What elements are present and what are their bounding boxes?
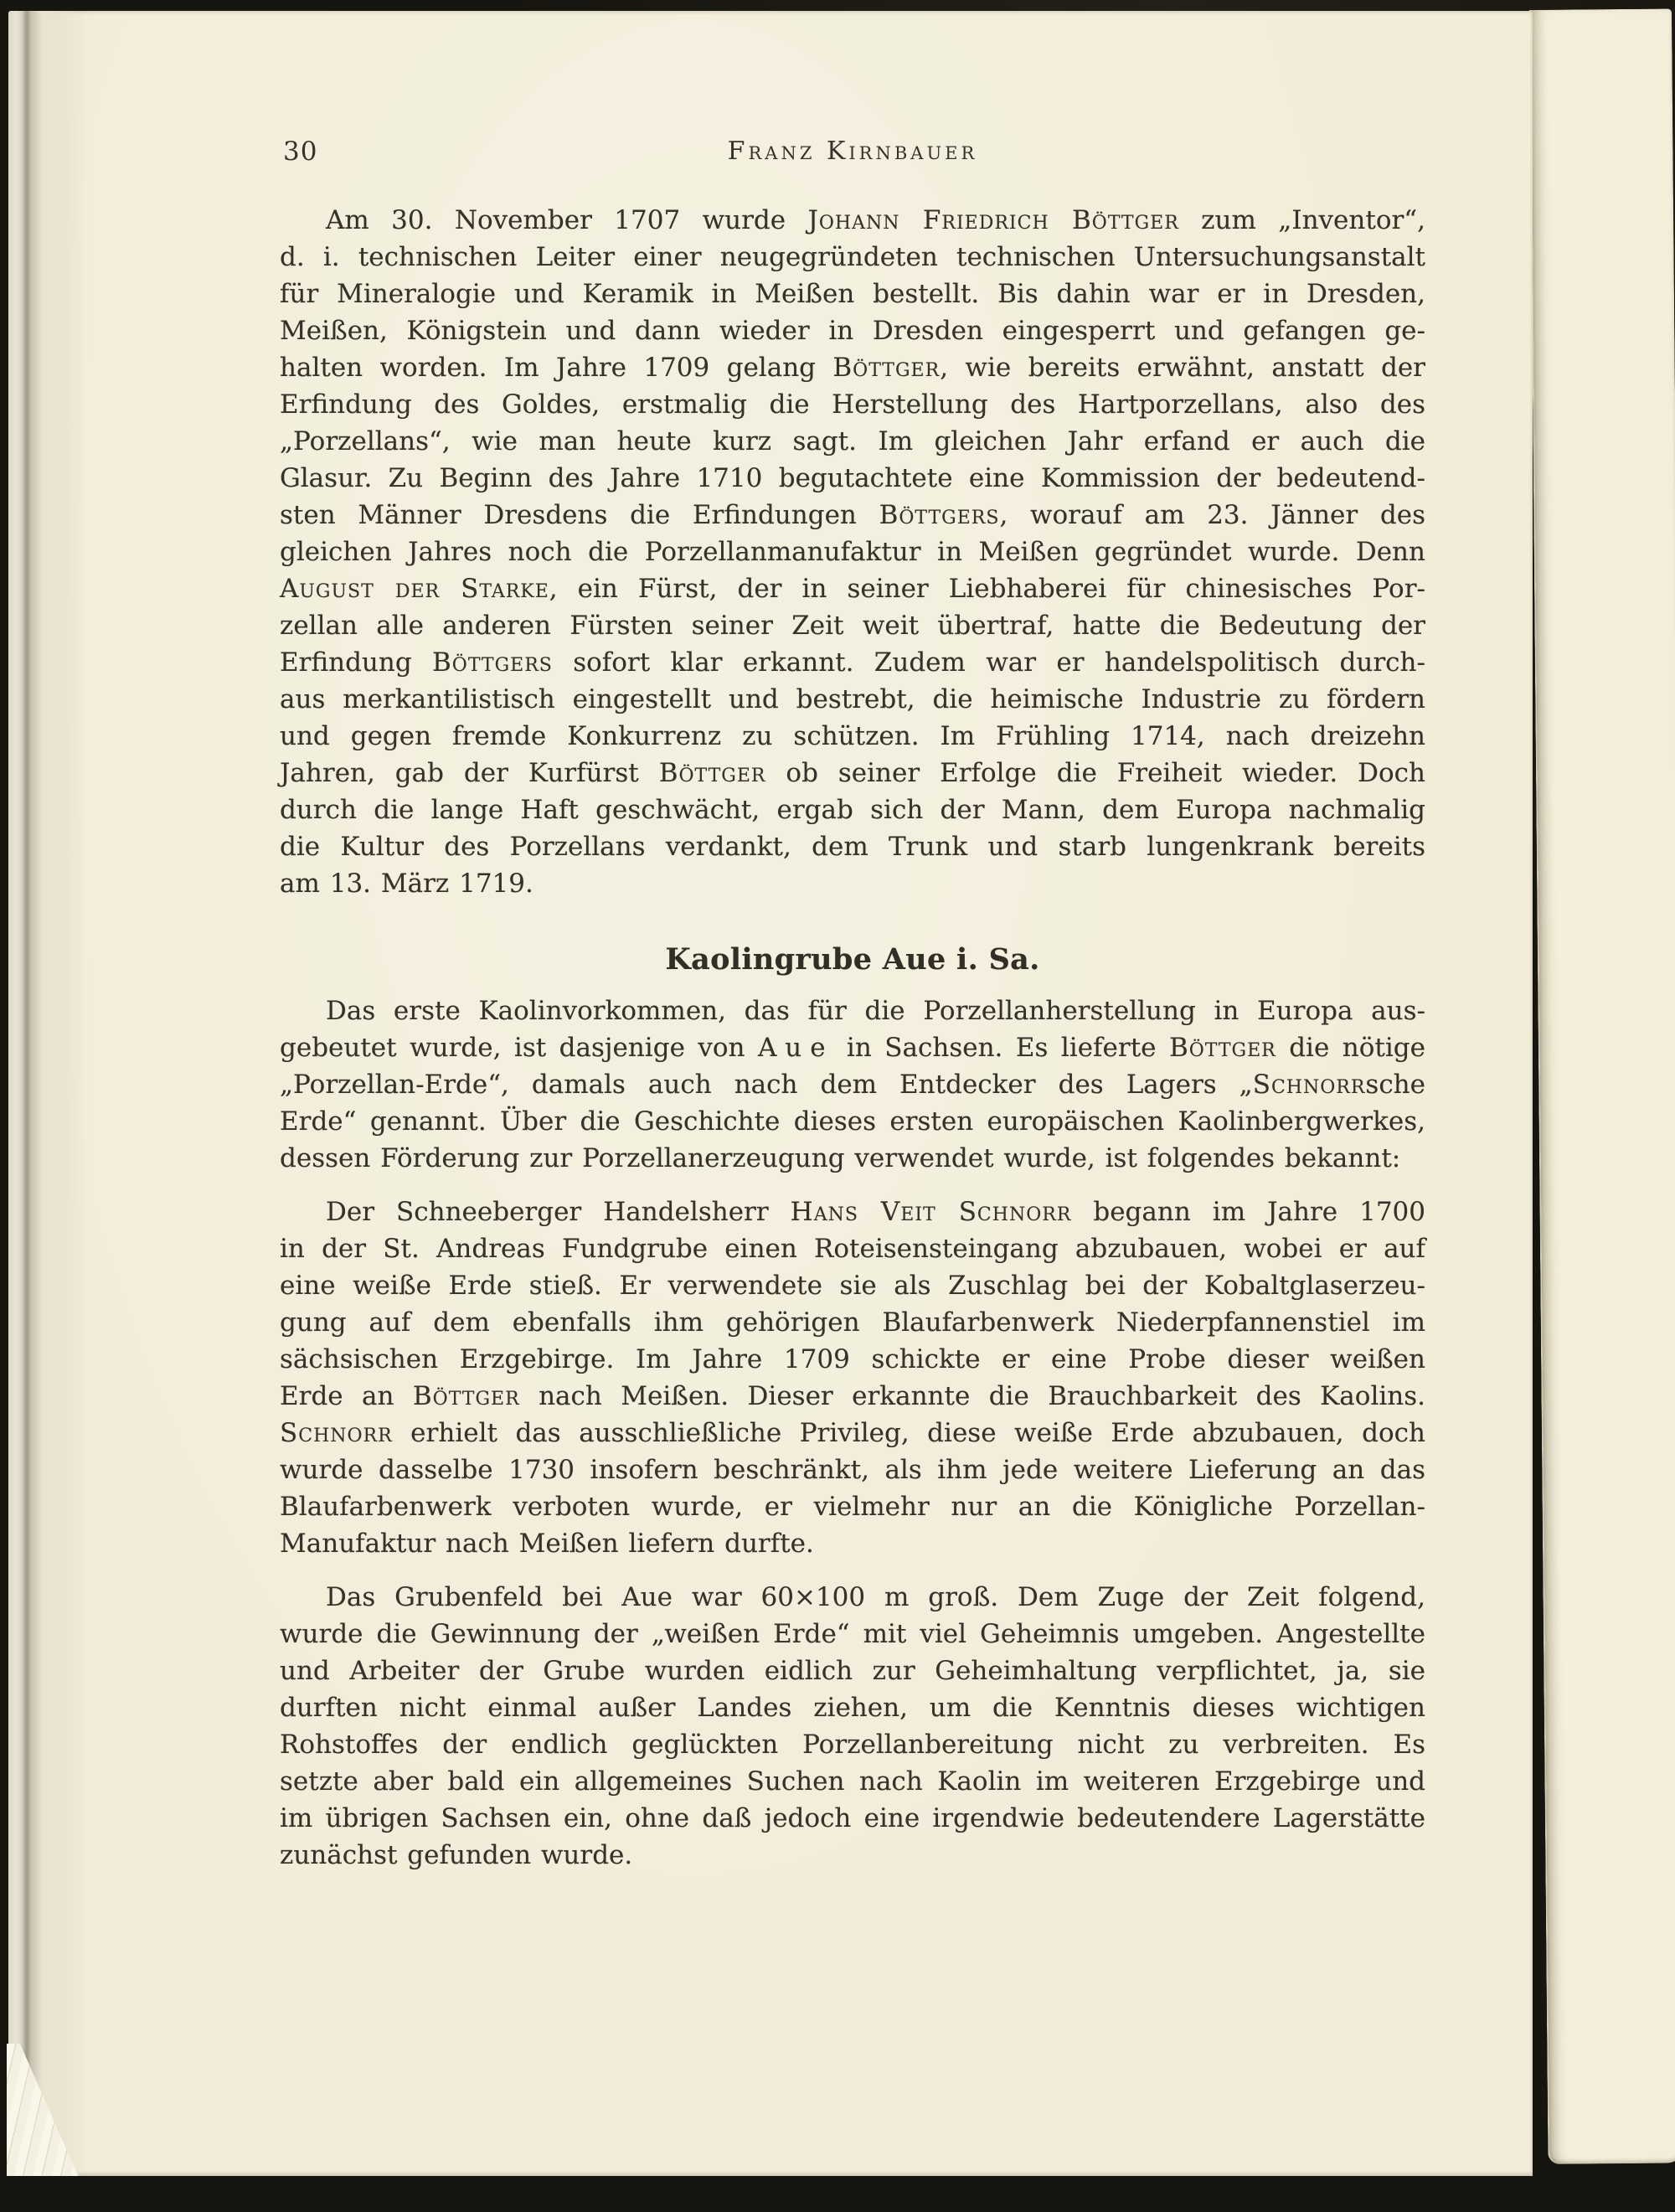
text-line: die Kultur des Porzellans verdankt, dem Trunk und starb lungenkrank bereits [280,832,1425,862]
small-caps-name: Schnorr [1252,1070,1366,1100]
text-line: zunächst gefunden wurde. [280,1840,633,1870]
running-header: Franz Kirnbauer [727,137,978,166]
text-line: d. i. technischen Leiter einer neugegründeten technischen Untersuchungsanstalt [280,242,1425,272]
paragraph [280,1194,1425,1562]
paragraph [280,1579,1425,1874]
next-page-edge [1529,9,1675,2164]
text-line: Der Schneeberger Handelsherr Hans Veit Schnorr begann im Jahre 1700 [326,1197,1426,1227]
section-heading: Kaolingrube Aue i. Sa. [665,942,1040,977]
page-header [280,135,1425,168]
paragraph [280,993,1425,1177]
text-line: halten worden. Im Jahre 1709 gelang Böttger, wie bereits erwähnt, anstatt der [280,353,1426,383]
text-line: und gegen fremde Konkurrenz zu schützen. Im Frühling 1714, nach dreizehn [280,721,1425,751]
small-caps-name: Böttger [412,1381,520,1411]
text-line: Erde“ genannt. Über die Geschichte dieses ersten europäischen Kaolinbergwerkes, [280,1106,1425,1137]
text-line: Erfindung des Goldes, erstmalig die Herstellung des Hartporzellans, also des [280,389,1425,420]
text-line: eine weiße Erde stieß. Er verwendete sie als Zuschlag bei der Kobaltglaserzeu- [280,1271,1425,1301]
text-line: gung auf dem ebenfalls ihm gehörigen Blaufarbenwerk Niederpfannenstiel im [280,1307,1425,1338]
text-line: setzte aber bald ein allgemeines Suchen nach Kaolin im weiteren Erzgebirge und [280,1766,1425,1797]
text-line: im übrigen Sachsen ein, ohne daß jedoch eine irgendwie bedeutendere Lagerstätte [280,1803,1425,1833]
text-line: Schnorr erhielt das ausschließliche Privileg, diese weiße Erde abzubauen, doch [280,1418,1425,1448]
text-line: Meißen, Königstein und dann wieder in Dresden eingesperrt und gefangen ge- [280,316,1425,346]
text-line: in der St. Andreas Fundgrube einen Roteisensteingang abzubauen, wobei er auf [280,1234,1425,1264]
text-line: für Mineralogie und Keramik in Meißen bestellt. Bis dahin war er in Dresden, [280,279,1425,309]
text-line: Rohstoffes der endlich geglückten Porzellanbereitung nicht zu verbreiten. Es [280,1730,1425,1760]
small-caps-name: Hans Veit Schnorr [790,1197,1072,1227]
text-line: aus merkantilistisch eingestellt und bestrebt, die heimische Industrie zu fördern [280,684,1425,714]
text-line: „Porzellan-Erde“, damals auch nach dem Entdecker des Lagers „Schnorrsche [280,1070,1425,1100]
text-line: sächsischen Erzgebirge. Im Jahre 1709 schickte er eine Probe dieser weißen [280,1344,1425,1374]
text-line: und Arbeiter der Grube wurden eidlich zur Geheimhaltung verpflichtet, ja, sie [280,1656,1425,1686]
text-line: zellan alle anderen Fürsten seiner Zeit weit übertraf, hatte die Bedeutung der [280,611,1425,641]
text-line: „Porzellans“, wie man heute kurz sagt. Im gleichen Jahr erfand er auch die [280,426,1425,456]
text-line: Am 30. November 1707 wurde Johann Friedrich Böttger zum „Inventor“, [326,205,1425,235]
small-caps-name: Johann Friedrich Böttger [807,205,1179,235]
text-line: gleichen Jahres noch die Porzellanmanufaktur in Meißen gegründet wurde. Denn [280,537,1425,567]
text-line: dessen Förderung zur Porzellanerzeugung verwendet wurde, ist folgendes bekannt: [280,1143,1401,1173]
text-line: wurde die Gewinnung der „weißen Erde“ mit viel Geheimnis umgeben. Angestellte [280,1619,1425,1649]
small-caps-name: Böttger [1168,1033,1276,1063]
binding-edge [8,11,88,2176]
text-line: sten Männer Dresdens die Erfindungen Böttgers, worauf am 23. Jänner des [280,500,1425,530]
text-line: Erfindung Böttgers sofort klar erkannt. Zudem war er handelspolitisch durch- [280,647,1425,678]
letterspaced-word: Aue [758,1033,834,1063]
paragraph [280,202,1425,902]
text-line: wurde dasselbe 1730 insofern beschränkt, als ihm jede weitere Lieferung an das [280,1455,1425,1485]
page-number: 30 [283,137,318,167]
small-caps-name: Schnorr [280,1418,393,1448]
small-caps-name: Böttger [832,353,941,383]
text-line: August der Starke, ein Fürst, der in seiner Liebhaberei für chinesisches Por- [280,574,1425,604]
text-line: Glasur. Zu Beginn des Jahre 1710 begutachtete eine Kommission der bedeutend- [280,463,1425,493]
text-line: Manufaktur nach Meißen liefern durfte. [280,1529,814,1559]
small-caps-name: Böttgers [432,647,553,678]
text-line: Erde an Böttger nach Meißen. Dieser erkannte die Brauchbarkeit des Kaolins. [280,1381,1426,1411]
book-page [8,11,1533,2176]
body-text [280,202,1425,1874]
small-caps-name: August der Starke [280,574,549,604]
small-caps-name: Böttger [658,758,766,788]
text-line: durch die lange Haft geschwächt, ergab sich der Mann, dem Europa nachmalig [280,795,1425,825]
text-line: Das Grubenfeld bei Aue war 60×100 m groß. Dem Zuge der Zeit folgend, [326,1582,1425,1612]
text-line: gebeutet wurde, ist dasjenige von Aue in Sachsen. Es lieferte Böttger die nötige [280,1033,1425,1063]
text-line: Blaufarbenwerk verboten wurde, er vielmehr nur an die Königliche Porzellan- [280,1492,1425,1522]
text-line: Das erste Kaolinvorkommen, das für die Porzellanherstellung in Europa aus- [326,996,1425,1026]
small-caps-name: Böttgers [879,500,1000,530]
text-line: Jahren, gab der Kurfürst Böttger ob seiner Erfolge die Freiheit wieder. Doch [280,758,1426,788]
text-line: am 13. März 1719. [280,869,533,899]
text-line: durften nicht einmal außer Landes ziehen, um die Kenntnis dieses wichtigen [280,1693,1425,1723]
